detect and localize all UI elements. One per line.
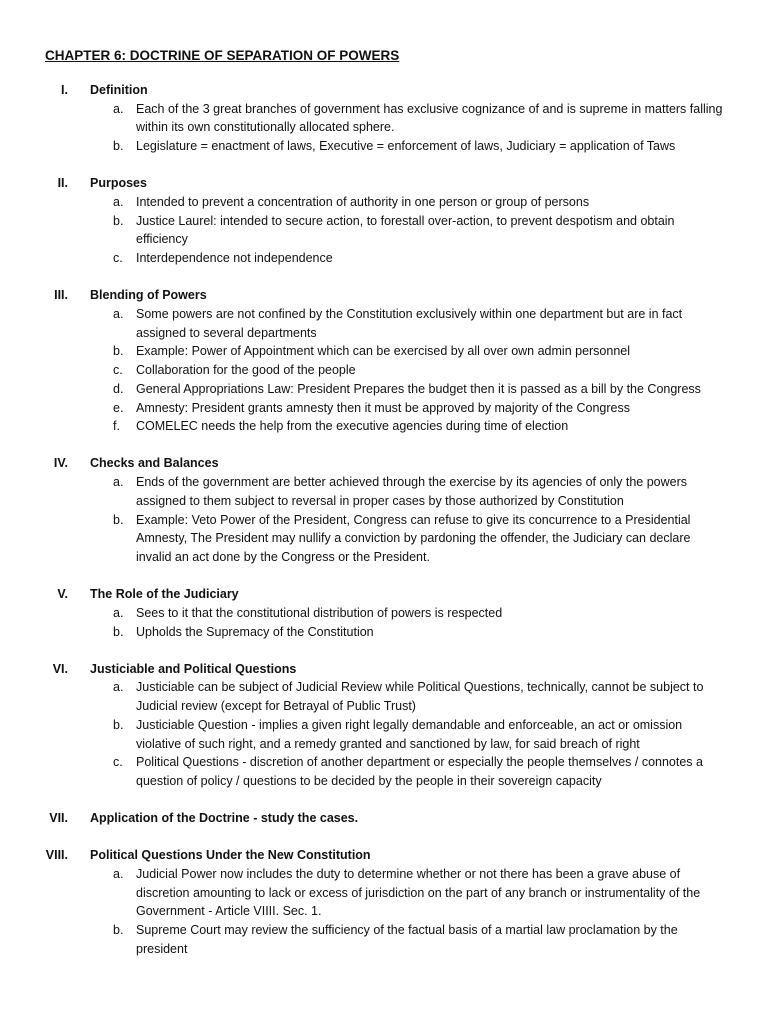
section-title: Purposes [90, 176, 147, 191]
section-number: II. [57, 176, 68, 191]
section-title: The Role of the Judiciary [90, 587, 239, 602]
item-text: Some powers are not confined by the Constitution exclusively within one department but are in fact assigned to several departments [136, 306, 683, 340]
section-item-list [0, 100, 768, 156]
outline-section [0, 809, 768, 828]
list-item [0, 921, 768, 958]
list-item [0, 399, 768, 418]
section-title: Justiciable and Political Questions [90, 661, 297, 676]
outline-section [0, 454, 768, 566]
list-item [0, 473, 768, 510]
outline-section [0, 174, 768, 268]
section-heading [0, 174, 768, 193]
item-text: Justice Laurel: intended to secure action, to forestall over-action, to prevent despotism and obtain efficiency [136, 213, 675, 247]
list-item [0, 417, 768, 436]
item-text: General Appropriations Law: President Prepares the budget then it is passed as a bill by the Congress [136, 381, 701, 396]
section-title: Definition [90, 83, 148, 97]
list-item [0, 137, 768, 156]
list-item [0, 604, 768, 623]
section-number: VIII. [45, 848, 68, 863]
outline-section [0, 585, 768, 641]
item-letter: b. [113, 512, 124, 527]
item-letter: a. [113, 605, 124, 620]
section-title: Blending of Powers [90, 288, 207, 303]
section-number: VI. [52, 661, 68, 676]
section-item-list [0, 865, 768, 959]
item-letter: a. [113, 101, 124, 116]
item-text: Supreme Court may review the sufficiency of the factual basis of a martial law proclamation by the president [136, 923, 678, 956]
section-title: Political Questions Under the New Constitution [90, 848, 371, 863]
list-item [0, 753, 768, 790]
section-heading [0, 660, 768, 679]
item-letter: f. [113, 419, 120, 434]
item-text: Justiciable can be subject of Judicial Review while Political Questions, technically, cannot be subject to Judicial review (except for Betrayal of Public Trust) [136, 680, 704, 714]
list-item [0, 212, 768, 249]
document-title: CHAPTER 6: DOCTRINE OF SEPARATION OF POWERS [45, 48, 400, 63]
item-letter: a. [113, 194, 124, 209]
item-text: Example: Veto Power of the President, Congress can refuse to give its concurrence to a Presidential Amnesty, The President may nullify a conviction by pardoning the offender, the Judiciary can declare invalid an act done by the Congress or the President. [136, 512, 691, 564]
item-letter: b. [113, 717, 124, 732]
section-heading [0, 846, 768, 865]
item-letter: b. [113, 624, 124, 639]
section-heading [0, 585, 768, 604]
item-letter: c. [113, 755, 123, 770]
item-letter: e. [113, 400, 124, 415]
list-item [0, 193, 768, 212]
list-item [0, 100, 768, 137]
list-item [0, 380, 768, 399]
list-item [0, 623, 768, 642]
section-number: VII. [49, 811, 68, 826]
list-item [0, 342, 768, 361]
item-text: Judicial Power now includes the duty to determine whether or not there has been a grave abuse of discretion amounting to lack or excess of jurisdiction on the part of any branch or instrumentality of the Government - Article VIIII. Sec. 1. [136, 866, 701, 919]
section-item-list [0, 604, 768, 641]
item-letter: c. [113, 363, 123, 378]
item-letter: a. [113, 866, 124, 881]
item-text: Amnesty: President grants amnesty then it must be approved by majority of the Congress [136, 400, 630, 415]
list-item [0, 865, 768, 921]
outline-section [0, 286, 768, 436]
section-heading [0, 286, 768, 305]
item-text: Ends of the government are better achieved through the exercise by its agencies of only the powers assigned to them subject to reversal in proper cases by those authorized by Constitution [136, 475, 688, 508]
outline-section [0, 660, 768, 791]
outline-section [0, 81, 768, 156]
item-text: Each of the 3 great branches of government has exclusive cognizance of and is supreme in matters falling within its own constitutionally allocated sphere. [136, 101, 723, 135]
item-letter: d. [113, 381, 124, 396]
list-item [0, 716, 768, 753]
section-item-list [0, 473, 768, 567]
section-title: Application of the Doctrine - study the cases. [90, 811, 359, 826]
list-item [0, 361, 768, 380]
item-letter: c. [113, 251, 123, 266]
item-letter: b. [113, 213, 124, 228]
item-text: COMELEC needs the help from the executive agencies during time of election [136, 419, 569, 434]
outline-section [0, 846, 768, 958]
section-number: V. [57, 587, 68, 602]
item-text: Justiciable Question - implies a given right legally demandable and enforceable, an act or omission violative of such right, and a remedy granted and sanctioned by law, for said breach of right [136, 717, 683, 751]
item-letter: a. [113, 475, 124, 490]
section-number: I. [61, 83, 68, 97]
item-letter: b. [113, 139, 124, 154]
section-heading [0, 809, 768, 828]
section-item-list [0, 305, 768, 436]
section-heading [0, 454, 768, 473]
item-text: Example: Power of Appointment which can be exercised by all over own admin personnel [136, 344, 631, 359]
item-text: Upholds the Supremacy of the Constitution [136, 624, 374, 639]
item-text: Legislature = enactment of laws, Executive = enforcement of laws, Judiciary = application of Taws [136, 139, 676, 154]
list-item [0, 511, 768, 567]
section-number: IV. [53, 456, 68, 471]
item-text: Interdependence not independence [136, 251, 333, 266]
item-text: Intended to prevent a concentration of authority in one person or group of persons [136, 194, 590, 209]
item-text: Political Questions - discretion of another department or especially the people themselves / connotes a question of policy / questions to be decided by the people in their sovereign capacity [136, 755, 703, 788]
section-item-list [0, 193, 768, 268]
list-item [0, 678, 768, 715]
item-letter: b. [113, 923, 124, 938]
section-number: III. [54, 288, 68, 303]
list-item [0, 249, 768, 268]
item-text: Collaboration for the good of the people [136, 363, 356, 378]
item-text: Sees to it that the constitutional distribution of powers is respected [136, 605, 503, 620]
sections-container [0, 81, 768, 959]
section-heading [0, 81, 768, 100]
item-letter: a. [113, 680, 124, 695]
list-item [0, 305, 768, 342]
section-title: Checks and Balances [90, 456, 219, 471]
item-letter: a. [113, 306, 124, 321]
section-item-list [0, 678, 768, 790]
item-letter: b. [113, 344, 124, 359]
